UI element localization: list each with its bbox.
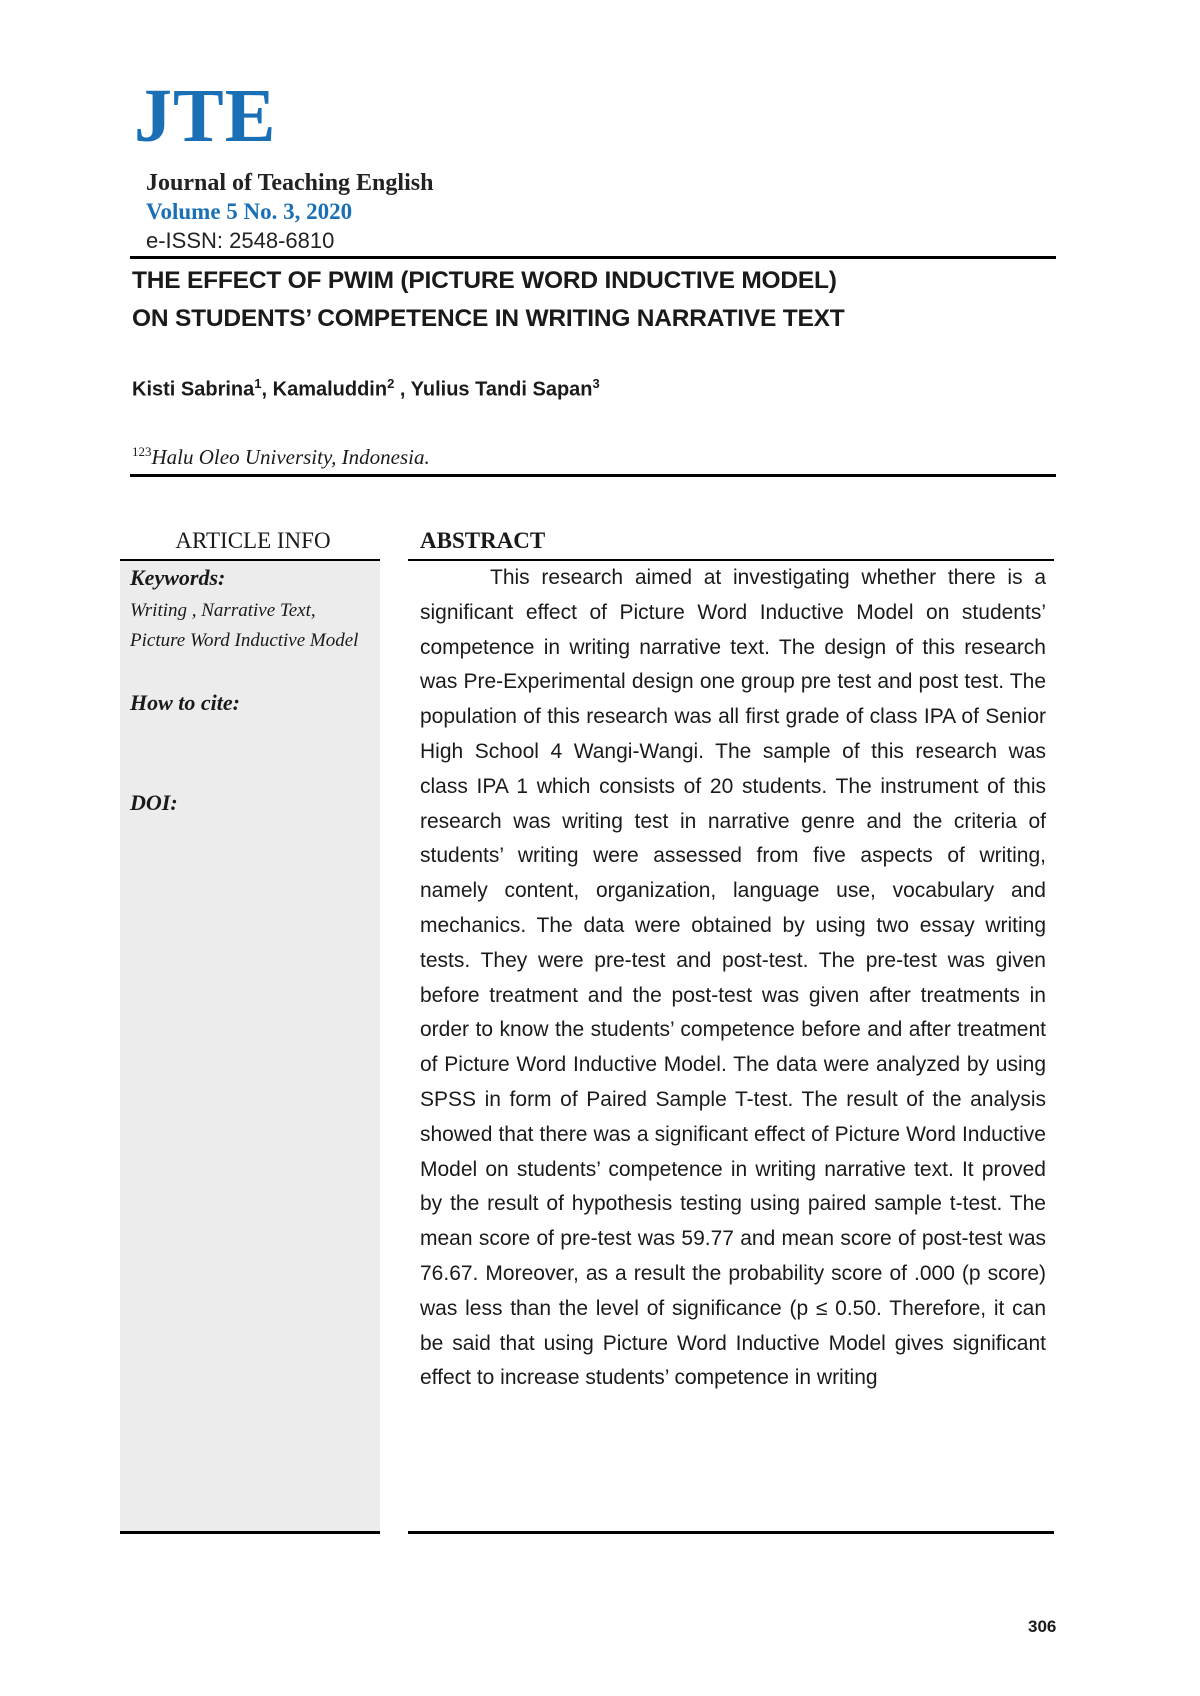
journal-logo: JTE bbox=[134, 74, 277, 158]
article-title-line-2: ON STUDENTS’ COMPETENCE IN WRITING NARRATIVE TEXT bbox=[132, 305, 845, 332]
article-info-bottom-rule bbox=[120, 1531, 380, 1534]
abstract-heading: ABSTRACT bbox=[420, 528, 546, 553]
author-affiliation-mark: 1 bbox=[254, 376, 262, 391]
header-divider bbox=[130, 256, 1056, 259]
journal-name: Journal of Teaching English bbox=[146, 170, 434, 196]
author-name: Kamaluddin bbox=[272, 378, 388, 401]
affiliation-text: Halu Oleo University, Indonesia. bbox=[151, 445, 430, 469]
author-affiliation-mark: 2 bbox=[387, 376, 395, 391]
author-separator: , bbox=[394, 378, 411, 401]
affiliation bbox=[132, 444, 430, 470]
author-separator: , bbox=[261, 378, 273, 401]
author-name: Yulius Tandi Sapan bbox=[410, 378, 593, 401]
journal-issn: e-ISSN: 2548-6810 bbox=[146, 228, 335, 253]
abstract-bottom-rule bbox=[408, 1531, 1054, 1534]
affiliation-divider bbox=[130, 474, 1056, 477]
abstract-body bbox=[420, 561, 1046, 1529]
article-title-line-1: THE EFFECT OF PWIM (PICTURE WORD INDUCTIVE MODEL) bbox=[132, 267, 837, 294]
keywords-label: Keywords: bbox=[130, 565, 226, 590]
how-to-cite-label: How to cite: bbox=[130, 690, 240, 715]
author-name: Kisti Sabrina bbox=[132, 378, 255, 401]
article-info-heading: ARTICLE INFO bbox=[175, 528, 331, 553]
journal-volume: Volume 5 No. 3, 2020 bbox=[146, 199, 353, 224]
affiliation-mark: 123 bbox=[132, 444, 152, 459]
doi-label: DOI: bbox=[130, 790, 178, 815]
abstract-paragraph: This research aimed at investigating whether there is a significant effect of Picture Word Inductive Model on students’ competence in writing narrative text. The design of this research was Pre-Experimental design one group pre test and post test. The population of this research was all first grade of class IPA of Senior High School 4 Wangi-Wangi. The sample of this research was class IPA 1 which consists of 20 students. The instrument of this research was writing test in narrative genre and the criteria of students’ writing were assessed from five aspects of writing, namely content, organization, language use, vocabulary and mechanics. The data were obtained by using two essay writing tests. They were pre-test and post-test. The pre-test was given before treatment and the post-test was given after treatments in order to know the students’ competence before and after treatment of Picture Word Inductive Model. The data were analyzed by using SPSS in form of Paired Sample T-test. The result of the analysis showed that there was a significant effect of Picture Word Inductive Model on students’ competence in writing narrative text. It proved by the result of hypothesis testing using paired sample t-test. The mean score of pre-test was 59.77 and mean score of post-test was 76.67. Moreover, as a result the probability score of .000 (p score) was less than the level of significance (p ≤ 0.50. Therefore, it can be said that using Picture Word Inductive Model gives significant effect to increase students’ competence in writing bbox=[420, 566, 1046, 1390]
article-title bbox=[132, 262, 1052, 338]
article-info-top-rule bbox=[120, 559, 380, 561]
keywords-text: Writing , Narrative Text, Picture Word Inductive Model bbox=[130, 600, 359, 651]
author-list bbox=[132, 376, 600, 402]
page-number: 306 bbox=[1028, 1617, 1057, 1636]
author-affiliation-mark: 3 bbox=[592, 376, 600, 391]
